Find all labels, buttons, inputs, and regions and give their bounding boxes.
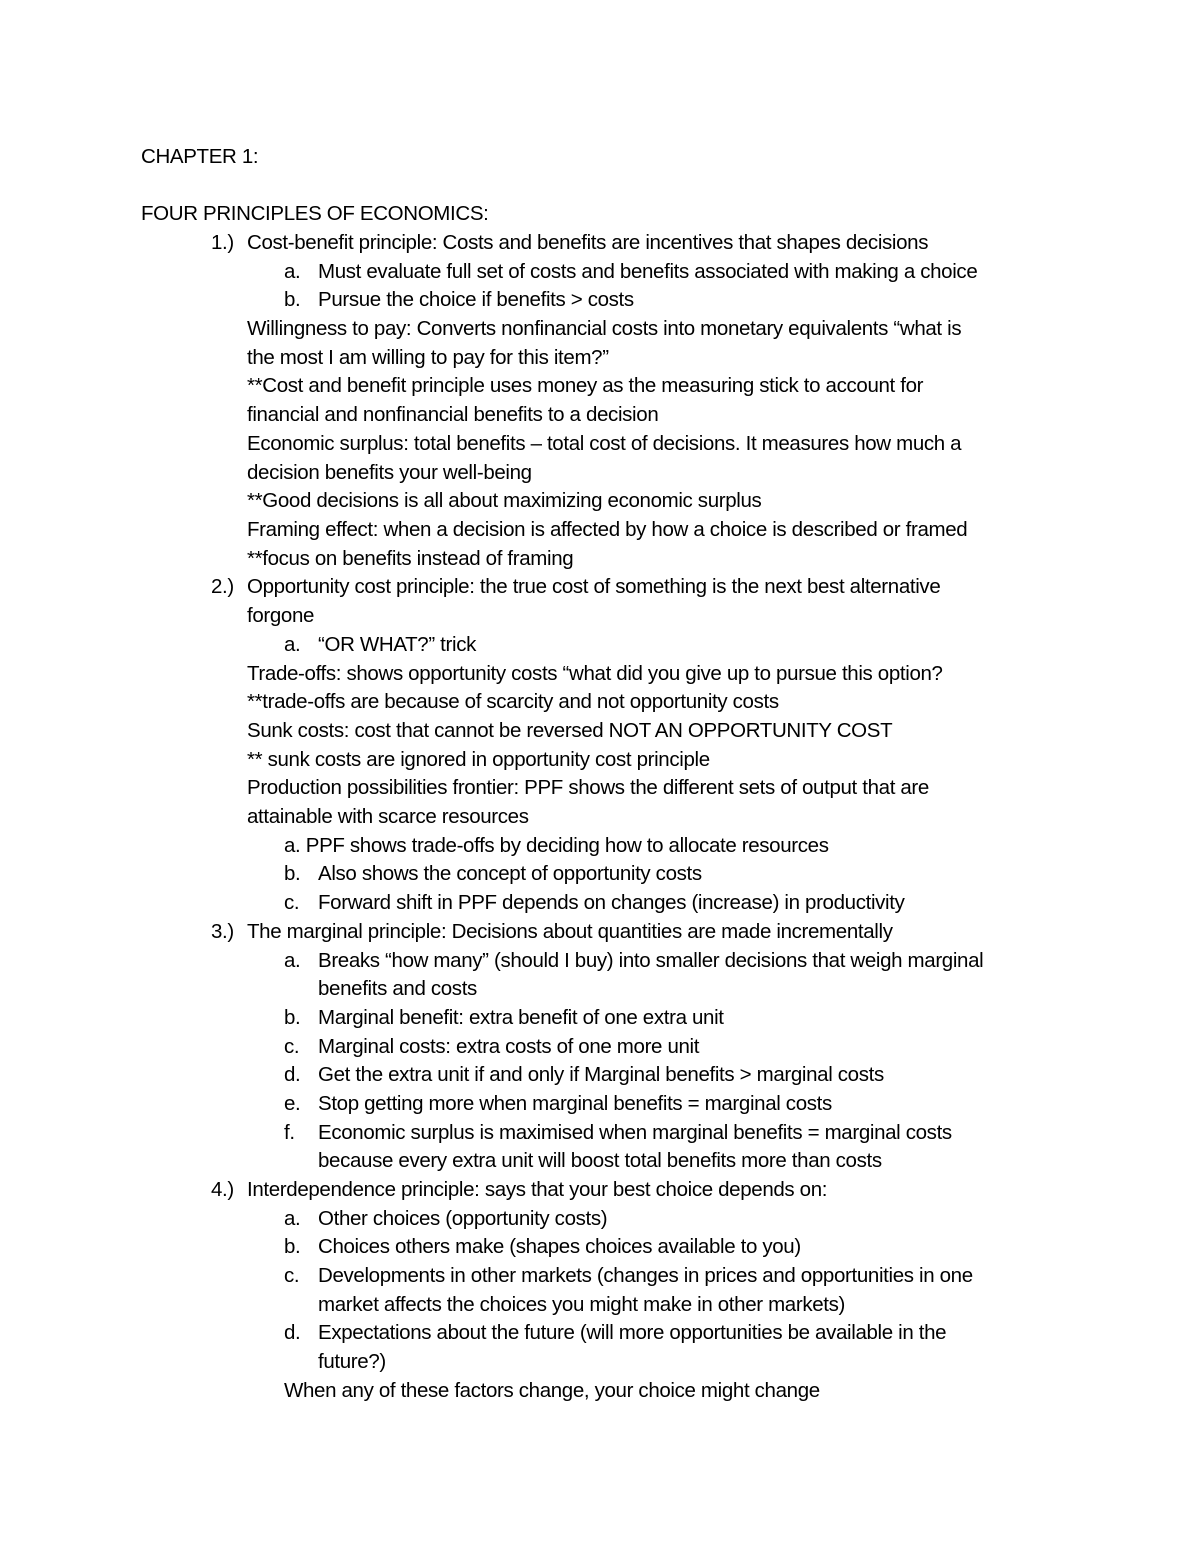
principle-2-note: Sunk costs: cost that cannot be reversed NOT AN OPPORTUNITY COST bbox=[247, 719, 893, 742]
principle-3-title: The marginal principle: Decisions about quantities are made incrementally bbox=[247, 920, 893, 943]
principle-2-note: ** sunk costs are ignored in opportunity cost principle bbox=[247, 748, 710, 771]
ppf-item-b-marker: b. bbox=[284, 862, 301, 885]
principle-3-item-d: Get the extra unit if and only if Marginal benefits > marginal costs bbox=[318, 1063, 884, 1086]
principle-1-item-b-marker: b. bbox=[284, 288, 301, 311]
principle-4-item-c: Developments in other markets (changes in prices and opportunities in one bbox=[318, 1264, 973, 1287]
principle-3-item-b: Marginal benefit: extra benefit of one extra unit bbox=[318, 1006, 724, 1029]
section-heading: FOUR PRINCIPLES OF ECONOMICS: bbox=[141, 202, 489, 225]
principle-3-item-c: Marginal costs: extra costs of one more unit bbox=[318, 1035, 700, 1058]
principle-2-note: Production possibilities frontier: PPF shows the different sets of output that are bbox=[247, 776, 929, 799]
principle-1-title: Cost-benefit principle: Costs and benefits are incentives that shapes decisions bbox=[247, 231, 929, 254]
principle-2-title-continued: forgone bbox=[247, 604, 315, 627]
principle-3-item-a-continued: benefits and costs bbox=[318, 977, 477, 1000]
principle-4-item-c-marker: c. bbox=[284, 1264, 300, 1287]
ppf-item-c-marker: c. bbox=[284, 891, 300, 914]
principle-3-item-b-marker: b. bbox=[284, 1006, 301, 1029]
principle-4-item-d: Expectations about the future (will more opportunities be available in the bbox=[318, 1321, 947, 1344]
principle-2-note: attainable with scarce resources bbox=[247, 805, 529, 828]
principle-3-item-f-continued: because every extra unit will boost total benefits more than costs bbox=[318, 1149, 882, 1172]
principle-1-note: **focus on benefits instead of framing bbox=[247, 547, 574, 570]
principle-3-item-c-marker: c. bbox=[284, 1035, 300, 1058]
principle-4-closing: When any of these factors change, your choice might change bbox=[284, 1379, 820, 1402]
principle-4-item-b: Choices others make (shapes choices available to you) bbox=[318, 1235, 801, 1258]
principle-4-item-d-marker: d. bbox=[284, 1321, 301, 1344]
principle-2-note: **trade-offs are because of scarcity and not opportunity costs bbox=[247, 690, 779, 713]
principle-3-item-a-marker: a. bbox=[284, 949, 301, 972]
ppf-item-a: a. PPF shows trade-offs by deciding how to allocate resources bbox=[284, 834, 829, 857]
principle-1-note: **Cost and benefit principle uses money as the measuring stick to account for bbox=[247, 374, 924, 397]
principle-1-item-b: Pursue the choice if benefits > costs bbox=[318, 288, 634, 311]
principle-4-item-a-marker: a. bbox=[284, 1207, 301, 1230]
principle-4-number: 4.) bbox=[211, 1178, 234, 1201]
principle-1-note: financial and nonfinancial benefits to a decision bbox=[247, 403, 659, 426]
principle-1-note: **Good decisions is all about maximizing economic surplus bbox=[247, 489, 762, 512]
principle-3-item-d-marker: d. bbox=[284, 1063, 301, 1086]
principle-1-note: Willingness to pay: Converts nonfinancial costs into monetary equivalents “what is bbox=[247, 317, 962, 340]
ppf-item-b: Also shows the concept of opportunity costs bbox=[318, 862, 702, 885]
principle-1-note: the most I am willing to pay for this item?” bbox=[247, 346, 609, 369]
principle-1-note: Economic surplus: total benefits – total cost of decisions. It measures how much a bbox=[247, 432, 962, 455]
principle-1-note: Framing effect: when a decision is affected by how a choice is described or framed bbox=[247, 518, 968, 541]
principle-1-note: decision benefits your well-being bbox=[247, 461, 532, 484]
chapter-title: CHAPTER 1: bbox=[141, 145, 259, 168]
principle-2-title: Opportunity cost principle: the true cost of something is the next best alternative bbox=[247, 575, 941, 598]
principle-3-item-a: Breaks “how many” (should I buy) into smaller decisions that weigh marginal bbox=[318, 949, 984, 972]
principle-2-item-a: “OR WHAT?” trick bbox=[318, 633, 476, 656]
principle-3-item-f-marker: f. bbox=[284, 1121, 295, 1144]
principle-2-number: 2.) bbox=[211, 575, 234, 598]
principle-4-title: Interdependence principle: says that your best choice depends on: bbox=[247, 1178, 828, 1201]
principle-4-item-a: Other choices (opportunity costs) bbox=[318, 1207, 608, 1230]
principle-4-item-c-continued: market affects the choices you might make in other markets) bbox=[318, 1293, 846, 1316]
principle-3-item-e-marker: e. bbox=[284, 1092, 301, 1115]
principle-3-number: 3.) bbox=[211, 920, 234, 943]
principle-1-number: 1.) bbox=[211, 231, 234, 254]
principle-4-item-b-marker: b. bbox=[284, 1235, 301, 1258]
principle-3-item-f: Economic surplus is maximised when marginal benefits = marginal costs bbox=[318, 1121, 952, 1144]
principle-4-item-d-continued: future?) bbox=[318, 1350, 386, 1373]
principle-1-item-a-marker: a. bbox=[284, 260, 301, 283]
principle-2-note: Trade-offs: shows opportunity costs “what did you give up to pursue this option? bbox=[247, 662, 943, 685]
principle-3-item-e: Stop getting more when marginal benefits = marginal costs bbox=[318, 1092, 832, 1115]
ppf-item-c: Forward shift in PPF depends on changes (increase) in productivity bbox=[318, 891, 905, 914]
principle-2-item-a-marker: a. bbox=[284, 633, 301, 656]
principle-1-item-a: Must evaluate full set of costs and benefits associated with making a choice bbox=[318, 260, 978, 283]
